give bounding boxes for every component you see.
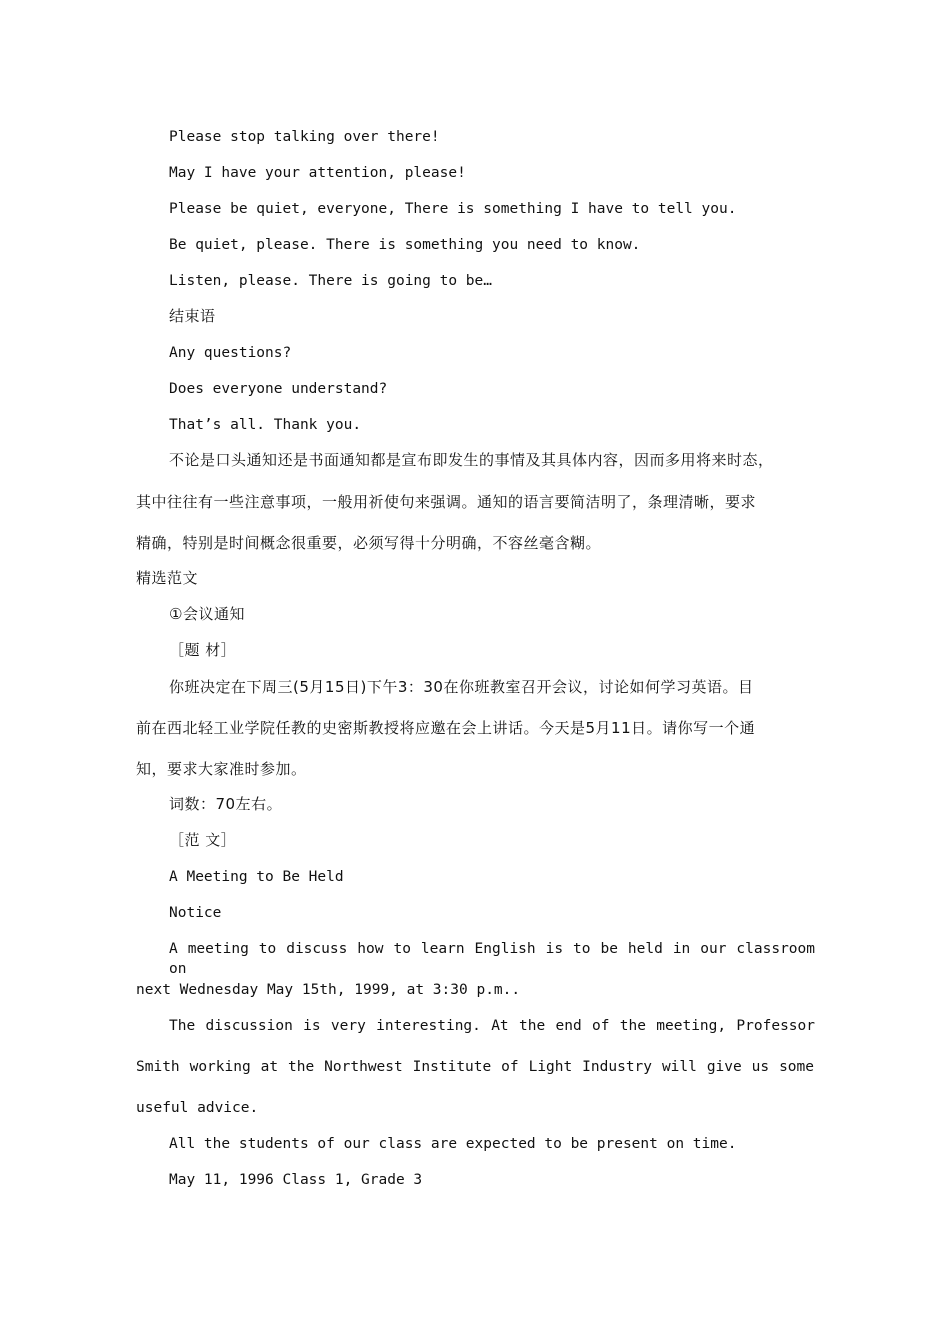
paragraph-line: 不论是口头通知还是书面通知都是宣布即发生的事情及其具体内容，因而多用将来时态， (169, 451, 774, 469)
phrase-line: That’s all. Thank you. (169, 417, 362, 433)
sample-line: useful advice. (136, 1100, 259, 1116)
topic-line: 知，要求大家准时参加。 (136, 760, 307, 778)
closing-heading: 结束语 (169, 307, 216, 325)
sample-line: A meeting to discuss how to learn English is to be held in our classroom on (169, 941, 815, 977)
topic-line: 前在西北轻工业学院任教的史密斯教授将应邀在会上讲话。今天是5月11日。请你写一个通 (136, 719, 756, 737)
phrase-line: Does everyone understand? (169, 381, 388, 397)
phrase-line: Please be quiet, everyone, There is something I have to tell you. (169, 201, 737, 217)
topic-line: 你班决定在下周三(5月15日)下午3：30在你班教室召开会议，讨论如何学习英语。目 (169, 678, 754, 696)
word-count: 词数：70左右。 (169, 795, 283, 813)
item-title: ①会议通知 (169, 605, 245, 623)
section-title: 精选范文 (136, 569, 199, 587)
sample-signature: May 11, 1996 Class 1, Grade 3 (169, 1172, 423, 1188)
paragraph-line: 精确，特别是时间概念很重要，必须写得十分明确，不容丝毫含糊。 (136, 534, 602, 552)
phrase-line: May I have your attention, please! (169, 165, 466, 181)
phrase-line: Any questions? (169, 345, 292, 361)
sample-line: All the students of our class are expected to be present on time. (169, 1136, 737, 1152)
phrase-line: Be quiet, please. There is something you need to know. (169, 237, 641, 253)
phrase-line: Please stop talking over there! (169, 129, 440, 145)
topic-label: ［题 材］ (169, 641, 237, 659)
sample-line: The discussion is very interesting. At the end of the meeting, Professor (169, 1018, 815, 1034)
sample-notice: Notice (169, 905, 222, 921)
paragraph-line: 其中往往有一些注意事项，一般用祈使句来强调。通知的语言要简洁明了，条理清晰，要求 (136, 493, 757, 511)
phrase-line: Listen, please. There is going to be… (169, 273, 493, 289)
sample-line: Smith working at the Northwest Institute of Light Industry will give us some (136, 1059, 814, 1075)
sample-label: ［范 文］ (169, 831, 237, 849)
sample-line: next Wednesday May 15th, 1999, at 3:30 p.m.. (136, 982, 521, 998)
sample-title: A Meeting to Be Held (169, 869, 344, 885)
